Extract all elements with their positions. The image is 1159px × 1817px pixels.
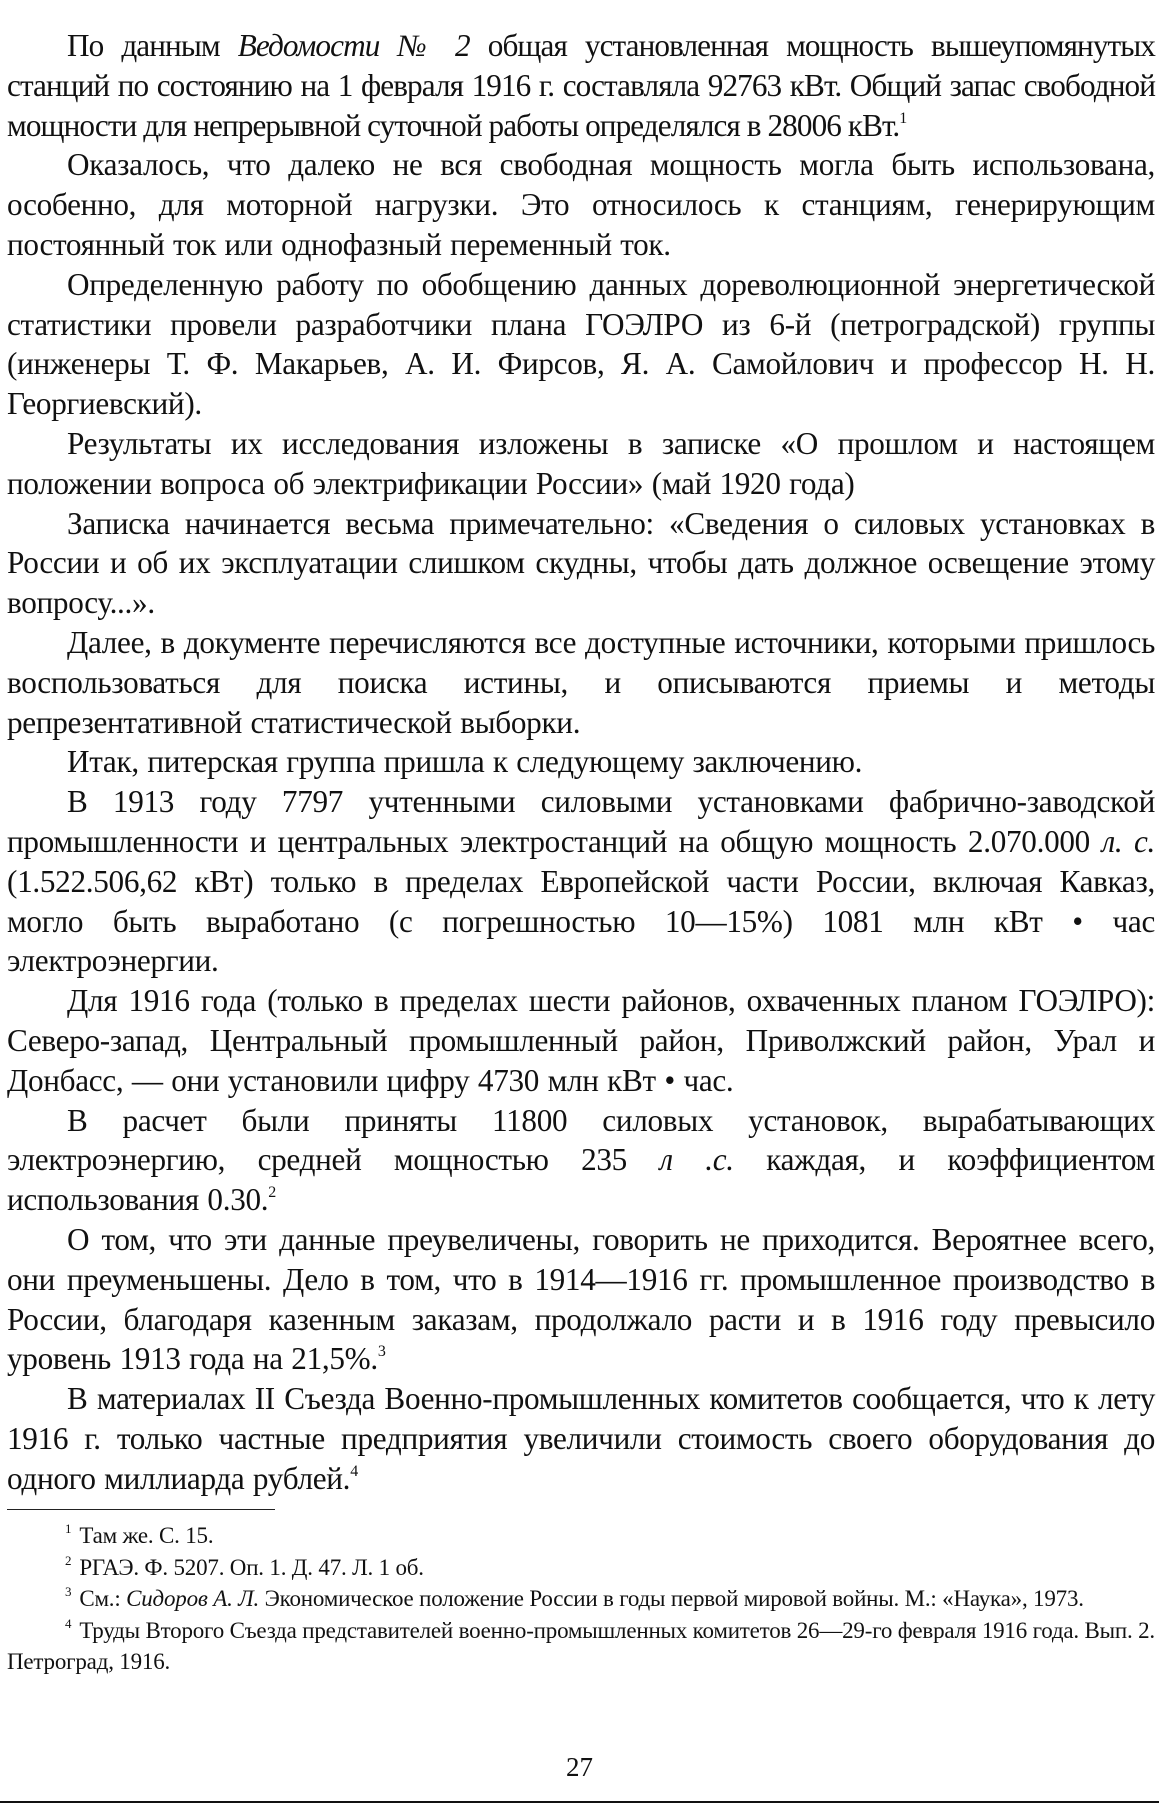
page-number: 27: [566, 1752, 593, 1782]
paragraph-11: О том, что эти данные преувеличены, говорить не приходится. Вероятнее всего, они преуменьшены. Дело в том, что в 1914—1916 гг. промышленное производство в России, благодаря казенным заказам, продолжало расти и в 1916 году превысило уровень 1913 года на 21,5%.$^3$: [7, 1221, 1155, 1377]
footnote-ref-3: 3: [377, 1343, 386, 1361]
page-bottom-rule: [0, 1801, 1159, 1803]
paragraph-7: Итак, питерская группа пришла к следующему заключению.: [67, 744, 863, 780]
unit-hp: л .с.: [659, 1142, 734, 1178]
paragraph-4: Результаты их исследования изложены в записке «О прошлом и настоящем положении вопроса об электрификации России» (май 1920 года): [7, 425, 1155, 501]
paragraph-5: Записка начинается весьма примечательно: «Сведения о силовых установках в России и об их эксплуатации слишком скудны, чтобы дать должное освещение этому вопросу...».: [7, 505, 1155, 621]
paragraph-9: Для 1916 года (только в пределах шести районов, охваченных планом ГОЭЛРО): Северо-запад, Центральный промышленный район, Приволжский район, Урал и Донбасс, — они установили цифру 4730 млн кВт • час.: [7, 983, 1155, 1098]
footnote-ref-4: 4: [350, 1462, 358, 1480]
footnote-separator: [7, 1509, 275, 1510]
source-title: Ведомости № 2: [237, 28, 470, 63]
footnote-1: $^1$ Там же. С. 15.: [65, 1521, 214, 1548]
paragraph-12: В материалах II Съезда Военно-промышленных комитетов сообщается, что к лету 1916 г. только частные предприятия увеличили стоимость своего оборудования до одного миллиарда рублей.$^4$: [7, 1381, 1155, 1496]
paragraph-3: Определенную работу по обобщению данных дореволюционной энергетической статистики провели разработчики плана ГОЭЛРО из 6-й (петроградской) группы (инженеры Т. Ф. Макарьев, А. И. Фирсов, Я. А. Самойлович и профессор Н. Н. Георгиевский).: [7, 266, 1155, 422]
footnote-3: $^3$ См.: Сидоров А. Л. Экономическое положение России в годы первой мировой войны. М.: «Наука», 1973.: [65, 1584, 1084, 1611]
main-text: [7, 26, 1155, 1498]
footnote-ref-2: 2: [268, 1184, 276, 1202]
paragraph-8: В 1913 году 7797 учтенными силовыми установками фабрично-заводской промышленности и центральных электростанций на общую мощность 2.070.000 л. с. (1.522.506,62 кВт) только в пределах Европейской части России, включая Кавказ, могло быть выработано (с погрешностью 10—15%) 1081 млн кВт • час электроэнергии.: [7, 784, 1155, 979]
footnote-4: $^4$ Труды Второго Съезда представителей военно-промышленных комитетов 26—29-го февраля 1916 года. Вып. 2. Петроград, 1916.: [7, 1615, 1155, 1674]
unit-hp: л. с.: [1101, 823, 1155, 859]
footnote-2: $^2$ РГАЭ. Ф. 5207. Оп. 1. Д. 47. Л. 1 об.: [65, 1552, 424, 1580]
paragraph-2: Оказалось, что далеко не вся свободная мощность могла быть использована, особенно, для моторной нагрузки. Это относилось к станциям, генерирующим постоянный ток или однофазный переменный ток.: [7, 147, 1155, 262]
paragraph-6: Далее, в документе перечисляются все доступные источники, которыми пришлось воспользоваться для поиска истины, и описываются приемы и методы репрезентативной статистической выборки.: [7, 624, 1155, 740]
footnote-author: Сидоров А. Л.: [126, 1586, 260, 1611]
paragraph-10: В расчет были приняты 11800 силовых установок, вырабатывающих электроэнергию, средней мощностью 235 л .с. каждая, и коэффициентом использования 0.30.$^2$: [7, 1102, 1155, 1218]
footnotes: [7, 1520, 1155, 1678]
footnote-ref-1: 1: [899, 109, 907, 127]
paragraph-1: По данным Ведомости № 2 общая установленная мощность вышеупомянутых станций по состоянию на 1 февраля 1916 г. составляла 92763 кВт. Общий запас свободной мощности для непрерывной суточной работы определялся в 28006 кВт.$^1$: [7, 28, 1155, 143]
